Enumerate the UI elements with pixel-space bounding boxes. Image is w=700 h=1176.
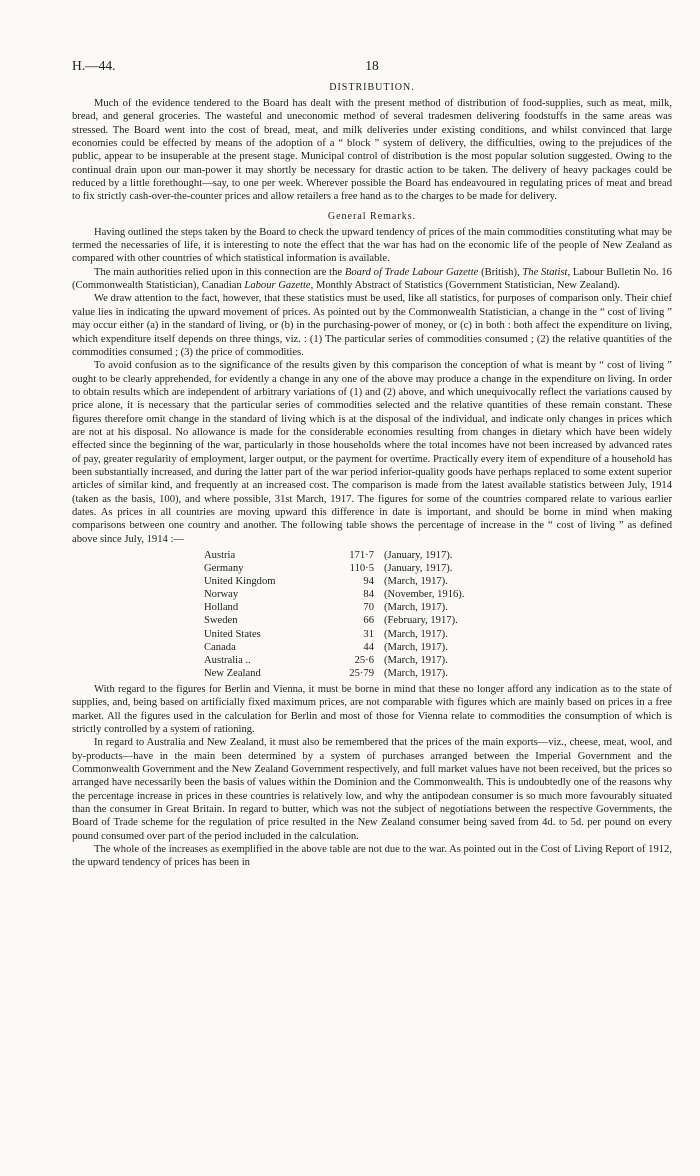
report-reference: H.—44. — [72, 58, 116, 73]
table-row — [204, 667, 672, 680]
country: New Zealand — [204, 667, 261, 679]
table-row — [204, 614, 672, 627]
country: United Kingdom — [204, 576, 276, 588]
increase: 31 — [363, 628, 374, 640]
increase: 44 — [363, 641, 374, 653]
cost-of-living-table — [204, 549, 672, 680]
country: Germany — [204, 563, 244, 575]
paragraph-7: The whole of the increases as exemplified in the above table are not due to the war. As pointed out in the Cost of Living Report of 1912, the upward tendency of prices has been in — [72, 844, 672, 869]
date: (March, 1917). — [384, 641, 448, 653]
distribution-heading: DISTRIBUTION. — [329, 82, 415, 93]
date: (March, 1917). — [384, 576, 448, 588]
country: Holland — [204, 602, 239, 614]
date: (January, 1917). — [384, 563, 453, 575]
table-row — [204, 562, 672, 575]
increase: 70 — [363, 602, 374, 614]
table-row — [204, 641, 672, 654]
table-row — [204, 549, 672, 562]
date: (March, 1917). — [384, 628, 448, 640]
country: Sweden — [204, 615, 238, 627]
date: (March, 1917). — [384, 667, 448, 679]
date: (February, 1917). — [384, 615, 458, 627]
increase: 66 — [363, 615, 374, 627]
country: Austria — [204, 550, 236, 561]
increase: 25·79 — [349, 667, 374, 679]
date: (January, 1917). — [384, 550, 453, 561]
country: United States — [204, 628, 261, 640]
country: Norway — [204, 589, 239, 601]
table-row — [204, 588, 672, 601]
distribution-paragraph: Much of the evidence tendered to the Board has dealt with the present method of distribution of food-supplies, such as meat, milk, bread, and general groceries. The wasteful and uneconomic method of several tradesmen delivering foodstuffs in the same areas was stressed. The Board went into the cost of bread, meat, and milk deliveries under existing conditions, and whilst convinced that large economies could be effected by means of the adoption of a “ block ” system of delivery, the difficulties, owing to the prejudices of the public, appear to be insuperable at the present stage. Municipal control of distribution is the most popular solution suggested. Owing to the continual drain upon our man-power it may shortly be necessary for drastic action to be taken. The delivery of heavy packages could be reduced by a little forethought—say, to one per week. Wherever possible the Board has endeavoured in regulating prices of meat and bread to fix strictly cash-over-the-counter prices and allow retailers a free hand as to the charges to be made for delivery. — [72, 98, 672, 203]
general-remarks-heading: General Remarks. — [327, 210, 417, 222]
table-row — [204, 654, 672, 667]
increase: 110·5 — [349, 563, 374, 575]
date: (November, 1916). — [384, 589, 465, 601]
date: (March, 1917). — [384, 602, 448, 614]
table-row — [204, 601, 672, 614]
paragraph-2: The main authorities relied upon in this connection are the Board of Trade Labour Gazette (British), The Statist, Labour Bulletin No. 16 (Commonwealth Statistician), Canadian Labour Gazette, Monthly Abstract of Statistics (Government Statistician, New Zealand). — [72, 266, 672, 292]
increase: 94 — [363, 576, 374, 588]
increase: 25·6 — [354, 654, 374, 666]
increase: 171·7 — [349, 550, 374, 561]
paragraph-6: In regard to Australia and New Zealand, it must also be remembered that the prices of the main exports—viz., cheese, meat, wool, and by-products—have in the main been determined by a system of purchases arranged between the Imperial Government and the Commonwealth Government and the New Zealand Government respectively, and full market values have not been received, but the prices so arranged have necessarily been the basis of values within the Dominion and the Commonwealth. This is undoubtedly one of the reasons why the percentage increase in prices in these countries is relatively low, and why the antipodean consumer is so much more favourably situated than the consumer in Great Britain. In regard to butter, which was not the subject of negotiations between the respective Governments, the Board of Trade scheme for the regulation of price resulted in the New Zealand consumer being saved from 4d. to 5d. per pound on every pound consumed over part of the period included in the calculation. — [72, 737, 672, 842]
paragraph-3: We draw attention to the fact, however, that these statistics must be used, like all statistics, for purposes of comparison only. Their chief value lies in indicating the upward movement of prices. As pointed out by the Commonwealth Statistician, a change in the “ cost of living ” may occur either (a) in the standard of living, or (b) in the purchasing-power of money, or (c) in both : both affect the expenditure on living, which expenditure itself depends on three things, viz. : (1) The particular series of commodities consumed ; (2) the relative quantities of the commodities consumed ; (3) the price of commodities. — [72, 293, 672, 358]
date: (March, 1917). — [384, 654, 448, 666]
page-header — [72, 58, 672, 80]
paragraph-4: To avoid confusion as to the significance of the results given by this comparison the conception of what is meant by “ cost of living ” ought to be clearly apprehended, for evidently a change in any one of the above may produce a change in the expenditure on living. In order to obtain results which are independent of arbitrary variations of (1) and (2) above, and which unequivocally reflect the variations caused by price alone, it is necessary that the particular series of commodities selected and the relative quantities of these remain constant. These figures therefore omit change in the standard of living which is at the disposal of the individual, and indicate only changes in prices which are not at his disposal. No allowance is made for the considerable economies resulting from changes in dietary which have been widely effected since the beginning of the war, particularly in those households where the total incomes have not been increased by advanced rates of pay, greater regularity of employment, larger output, or the payment for overtime. Practically every item of expenditure of a household has been substantially increased, and during the latter part of the war period inferior-quality goods have perhaps replaced to some extent superior articles of similar kind, and frequently at an increased cost. The comparison is made from the latest available statistics between July, 1914 (taken as the basis, 100), and where possible, 31st March, 1917. The figures for some of the countries compared relate to various earlier dates. As prices in all countries are moving upward this difference in date is important, and should be borne in mind when making comparisons between one country and another. The following table shows the percentage of increase in the “ cost of living ” as defined above since July, 1914 :— — [72, 360, 672, 545]
table-row — [204, 575, 672, 588]
paragraph-1: Having outlined the steps taken by the Board to check the upward tendency of prices of the main commodities constituting what may be termed the necessaries of life, it is interesting to note the effect that the war has had on the economic life of the people of New Zealand as compared with other countries of which statistical information is available. — [72, 226, 672, 265]
increase: 84 — [363, 589, 374, 601]
paragraph-5: With regard to the figures for Berlin and Vienna, it must be borne in mind that these no longer afford any indication as to the state of supplies, and, being based on artificially fixed maximum prices, are not comparable with figures which are mainly based on prices in a free market. All the figures used in the calculation for Berlin and most of those for Vienna relate to commodities the consumption of which is strictly controlled by a system of rationing. — [72, 683, 672, 735]
page-number: 18 — [365, 58, 379, 73]
country: Australia .. — [204, 654, 251, 666]
country: Canada — [204, 641, 236, 653]
table-row — [204, 628, 672, 641]
